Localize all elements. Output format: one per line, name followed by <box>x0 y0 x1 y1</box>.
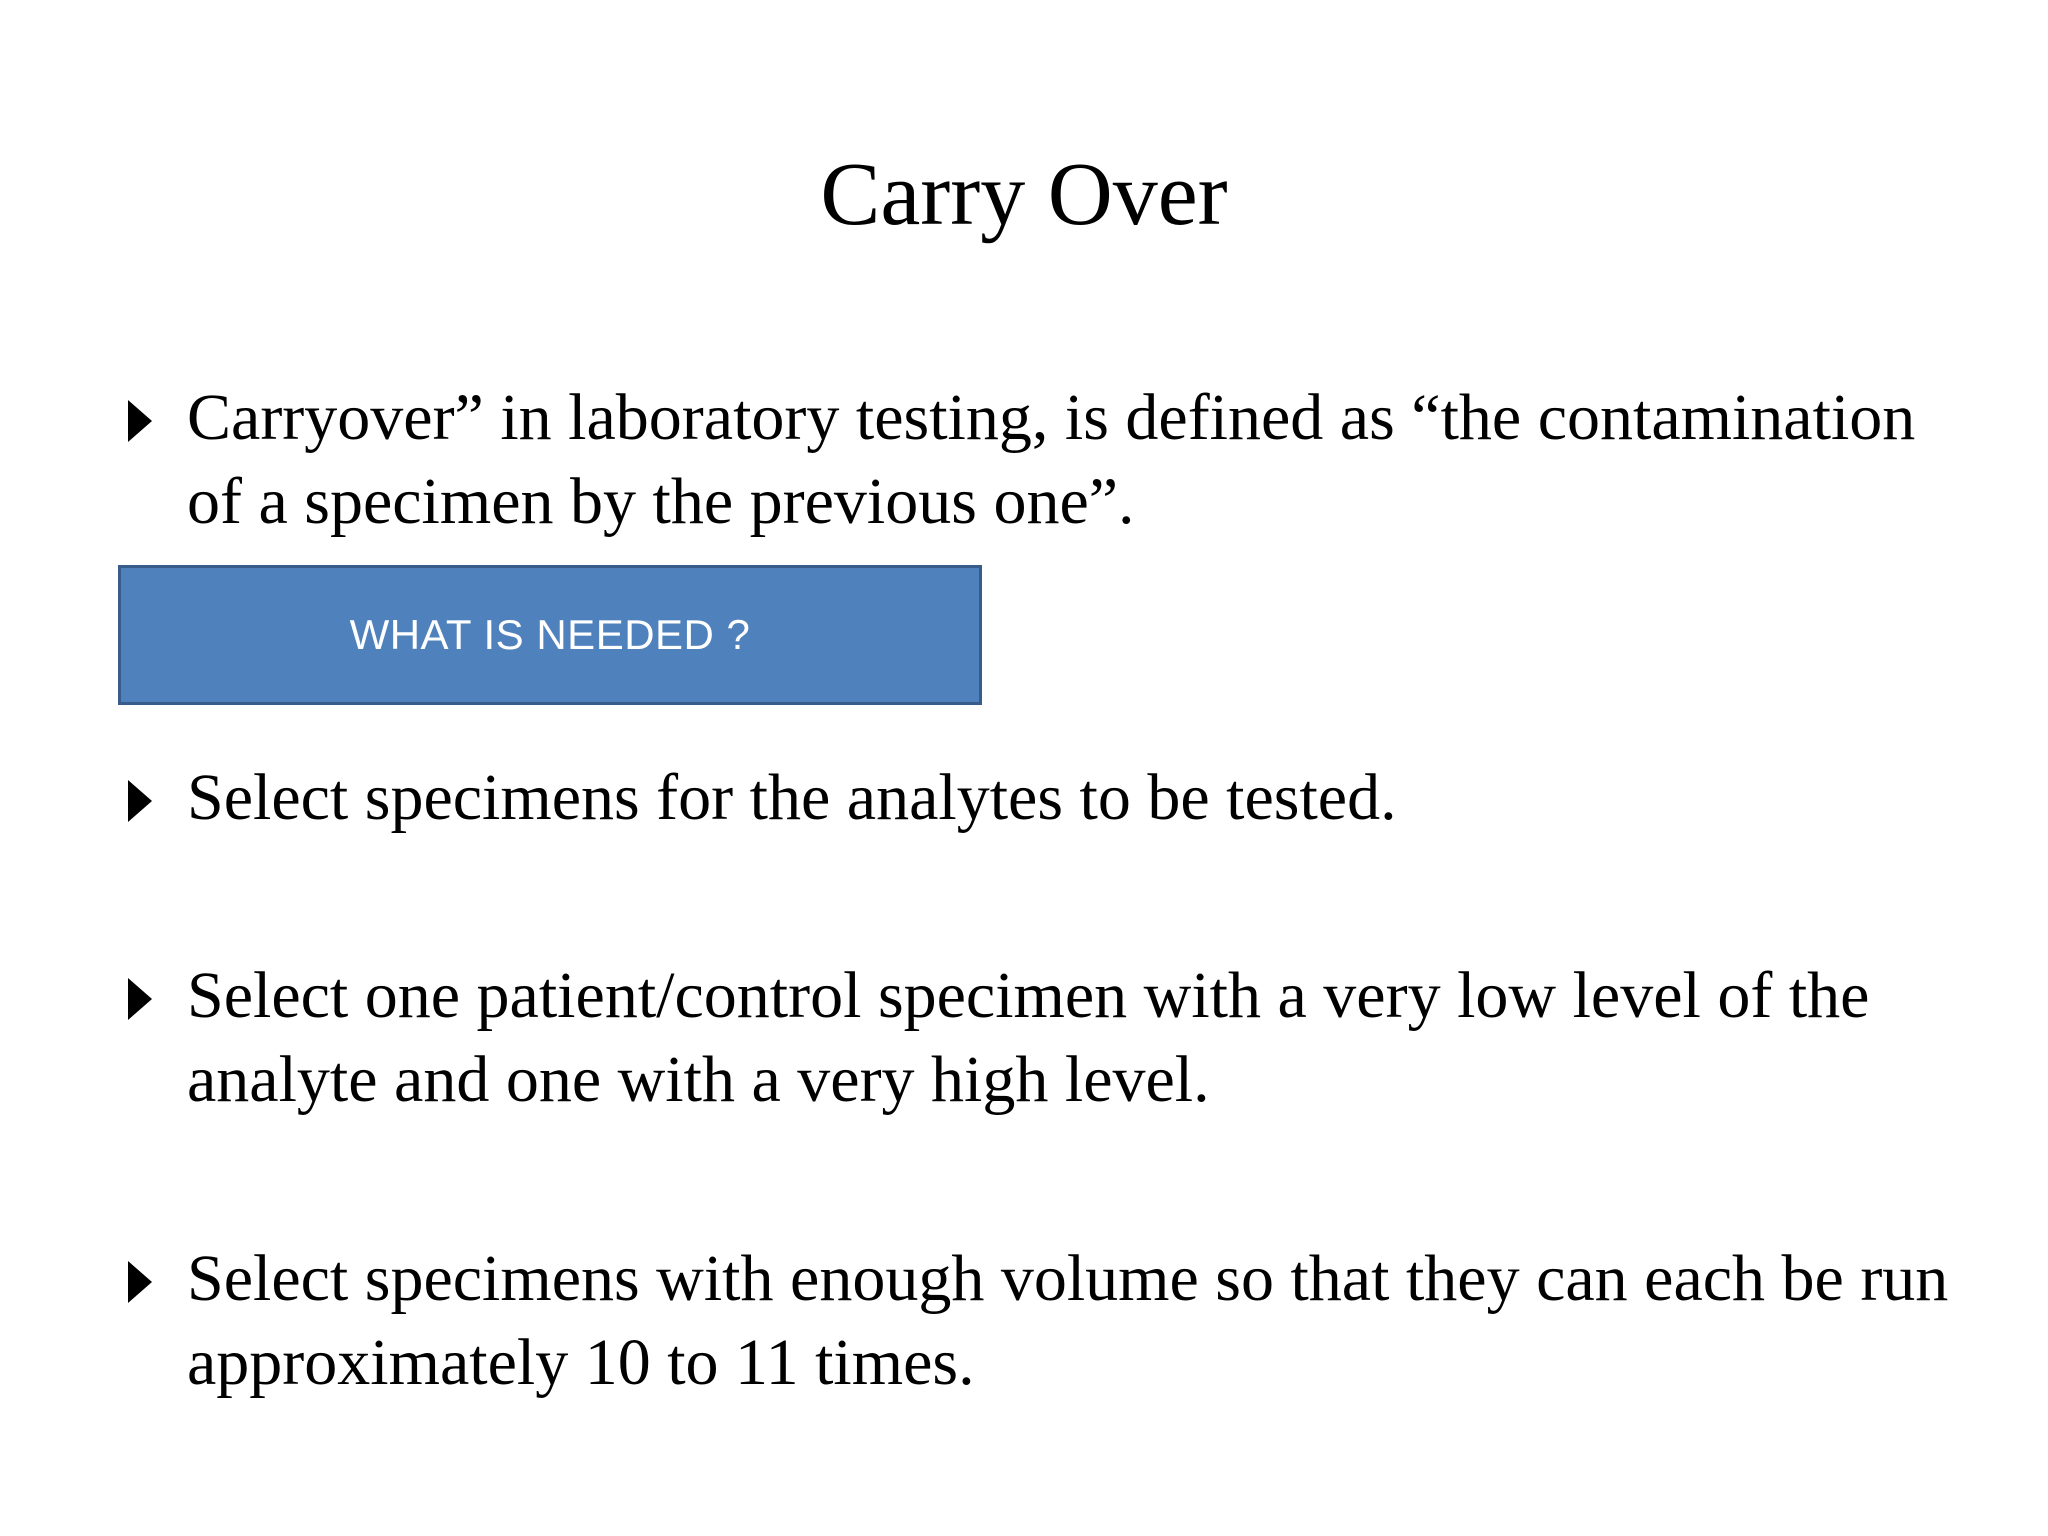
bullet-text: Select specimens with enough volume so that they can each be run approximately 10 to 11 times. <box>187 1242 1949 1399</box>
callout-label: WHAT IS NEEDED ? <box>349 611 751 658</box>
slide-title: Carry Over <box>820 145 1228 244</box>
bullet-item <box>128 376 1968 544</box>
right-triangle-bullet-icon <box>128 400 152 442</box>
right-triangle-bullet-icon <box>128 1261 152 1303</box>
bullet-text: Select one patient/control specimen with a very low level of the analyte and one with a very high level. <box>187 959 1870 1116</box>
right-triangle-bullet-icon <box>128 780 152 822</box>
bullet-item <box>128 1237 1968 1405</box>
bullet-item <box>128 756 1968 840</box>
bullet-item <box>128 954 1968 1122</box>
bullet-text: Select specimens for the analytes to be tested. <box>187 761 1397 834</box>
right-triangle-bullet-icon <box>128 978 152 1020</box>
what-is-needed-callout <box>118 565 982 705</box>
bullet-text: Carryover” in laboratory testing, is defined as “the contamination of a specimen by the previous one”. <box>187 381 1916 538</box>
